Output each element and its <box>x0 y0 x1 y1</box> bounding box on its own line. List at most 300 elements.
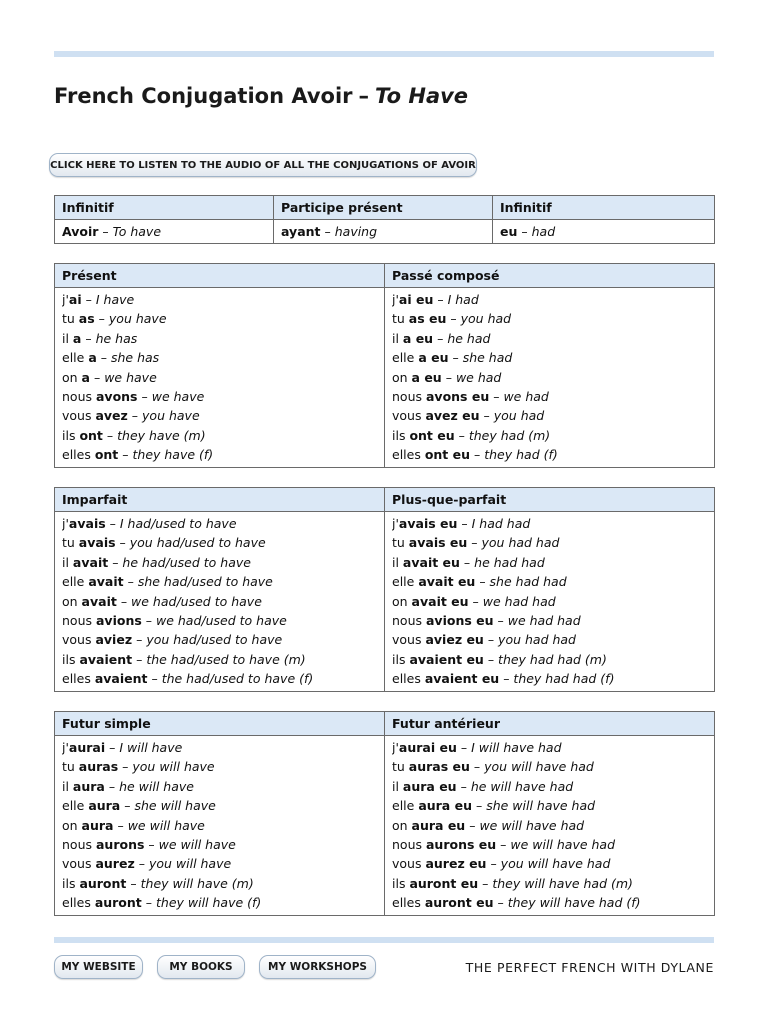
pronoun: on <box>392 593 412 609</box>
verb-form: avaient eu <box>409 651 484 667</box>
pronoun: vous <box>392 632 426 648</box>
dash: – <box>482 875 489 891</box>
verb-form: avait <box>88 574 124 590</box>
translation: I had <box>447 292 479 307</box>
conjugation-line <box>62 406 377 425</box>
verb-form: aura <box>81 817 114 833</box>
verb-form: a <box>88 350 97 366</box>
verb-form: aura eu <box>418 798 472 814</box>
conjugation-line <box>392 572 707 591</box>
pronoun: il <box>392 554 403 570</box>
bottom-divider-bar <box>54 937 714 943</box>
pronoun: elles <box>392 447 425 463</box>
conjugation-cell-right <box>385 288 715 468</box>
verb-form: avions <box>95 612 142 628</box>
conjugation-line <box>392 387 707 406</box>
conjugation-line <box>392 650 707 669</box>
pronoun: vous <box>62 856 96 872</box>
pronoun: on <box>62 593 82 609</box>
conjugation-cell-left <box>55 288 385 468</box>
conjugation-row <box>55 736 715 916</box>
conjugation-line <box>62 796 377 815</box>
verb-form: ai <box>68 292 82 307</box>
verb-form: Avoir <box>62 224 99 239</box>
pronoun: ils <box>392 875 410 891</box>
conjugation-line <box>62 816 377 835</box>
translation: we had/used to have <box>131 593 262 609</box>
tense-table-imparfait <box>54 487 715 692</box>
pronoun: nous <box>392 388 426 404</box>
verb-form: a eu <box>402 330 434 346</box>
dash: – <box>487 651 495 667</box>
translation: you had had <box>481 535 560 551</box>
verb-form: aurai eu <box>398 740 457 755</box>
pronoun: j' <box>62 292 69 307</box>
pronoun: nous <box>62 388 96 404</box>
conjugation-line <box>392 777 707 796</box>
dash: – <box>119 535 126 551</box>
verb-form: auront <box>79 875 127 891</box>
translation: To have <box>112 224 162 239</box>
dash: – <box>460 778 467 794</box>
conjugation-line <box>62 669 377 688</box>
verb-form: avait <box>81 593 117 609</box>
pronoun: ils <box>62 651 80 667</box>
my-website-button[interactable]: MY WEBSITE <box>54 955 143 979</box>
present-participle-cell <box>274 220 493 244</box>
translation: they had had (m) <box>498 651 607 667</box>
translation: we had had <box>482 593 556 609</box>
title-separator: – <box>358 84 370 108</box>
conjugation-cell-right <box>385 736 715 916</box>
dash: – <box>102 224 109 239</box>
translation: you had had <box>498 632 576 648</box>
dash: – <box>122 759 129 775</box>
dash: – <box>500 836 507 852</box>
verb-form: avaient <box>79 651 133 667</box>
translation: she had/used to have <box>137 574 273 590</box>
conjugation-row <box>55 288 715 468</box>
dash: – <box>106 427 114 443</box>
translation: he had had <box>474 554 545 570</box>
dash: – <box>503 671 510 687</box>
verb-form: avions eu <box>425 612 494 628</box>
conjugation-line <box>392 796 707 815</box>
title-main: French Conjugation Avoir <box>54 84 353 108</box>
translation: the had/used to have (m) <box>146 651 306 667</box>
tense-header-right: Plus-que-parfait <box>385 488 715 512</box>
pronoun: vous <box>392 856 426 872</box>
dash: – <box>120 593 128 609</box>
pronoun: elle <box>392 574 419 590</box>
conjugation-line <box>62 426 377 445</box>
conjugation-row <box>55 512 715 692</box>
conjugation-line <box>62 387 377 406</box>
dash: – <box>460 740 468 755</box>
translation: we had <box>455 369 502 385</box>
verb-form: auront eu <box>409 875 479 891</box>
verb-form: a <box>81 369 90 385</box>
verb-form: ayant <box>281 224 321 239</box>
dash: – <box>445 369 452 385</box>
dash: – <box>493 388 500 404</box>
conjugation-line <box>62 553 377 572</box>
conjugation-cell-right <box>385 512 715 692</box>
dash: – <box>452 350 459 366</box>
conjugation-line <box>62 368 377 387</box>
translation: she will have <box>134 798 216 814</box>
translation: you will have <box>132 759 215 775</box>
translation: you have <box>142 408 200 424</box>
dash: – <box>109 516 116 531</box>
translation: we will have had <box>510 836 616 852</box>
dash: – <box>85 292 92 307</box>
conjugation-line <box>62 738 377 757</box>
pronoun: elles <box>392 671 425 687</box>
verb-form: aurons <box>95 836 145 852</box>
conjugation-line <box>392 329 707 348</box>
pronoun: on <box>62 369 82 385</box>
pronoun: j' <box>392 516 399 531</box>
dash: – <box>437 292 444 307</box>
pronoun: tu <box>392 535 409 551</box>
dash: – <box>93 369 101 385</box>
conjugation-line <box>392 426 707 445</box>
dash: – <box>469 817 476 833</box>
dash: – <box>112 554 119 570</box>
verb-form: avait eu <box>411 593 469 609</box>
dash: – <box>483 408 490 424</box>
translation: they had (f) <box>484 447 558 463</box>
pronoun: j' <box>392 740 399 755</box>
verb-form: auront eu <box>424 895 494 911</box>
dash: – <box>521 224 528 239</box>
verb-form: aura eu <box>402 778 457 794</box>
verb-form: avez <box>95 408 128 424</box>
verb-form: auras eu <box>408 759 470 775</box>
pronoun: tu <box>62 535 79 551</box>
pronoun: j' <box>62 740 69 755</box>
pronoun: il <box>392 330 403 346</box>
dash: – <box>474 447 481 463</box>
conjugation-line <box>62 630 377 649</box>
dash: – <box>108 778 116 794</box>
conjugation-line <box>62 757 377 776</box>
verb-form: auront <box>94 895 142 911</box>
tense-header-right: Passé composé <box>385 264 715 288</box>
conjugation-line <box>392 757 707 776</box>
conjugation-line <box>62 777 377 796</box>
conjugation-line <box>62 533 377 552</box>
verb-form: avons eu <box>425 388 490 404</box>
dash: – <box>117 817 124 833</box>
verb-form: aura eu <box>411 817 466 833</box>
verb-form: a eu <box>418 350 449 366</box>
conjugation-line <box>62 514 377 533</box>
pronoun: ils <box>62 875 80 891</box>
translation: he had <box>447 330 491 346</box>
pronoun: elle <box>62 574 89 590</box>
dash: – <box>131 408 139 424</box>
translation: I had had <box>471 516 531 531</box>
dash: – <box>479 574 486 590</box>
conjugation-line <box>62 348 377 367</box>
pronoun: tu <box>392 759 409 775</box>
translation: the had/used to have (f) <box>161 671 314 687</box>
conjugation-line <box>392 309 707 328</box>
conjugation-line <box>62 854 377 873</box>
conjugation-line <box>392 854 707 873</box>
dash: – <box>437 330 444 346</box>
conjugation-line <box>392 290 707 309</box>
verb-forms-header-row <box>55 196 715 220</box>
title-translation: To Have <box>375 84 469 108</box>
verb-form: ont <box>79 427 103 443</box>
translation: you had/used to have <box>146 632 283 648</box>
pronoun: nous <box>62 836 96 852</box>
pronoun: elles <box>62 447 95 463</box>
translation: he has <box>95 330 138 346</box>
verb-form: avais <box>68 516 106 531</box>
tense-header-left: Futur simple <box>55 712 385 736</box>
verb-forms-table <box>54 195 715 244</box>
conjugation-cell-left <box>55 736 385 916</box>
dash: – <box>124 798 131 814</box>
pronoun: elles <box>62 895 95 911</box>
pronoun: j' <box>392 292 399 307</box>
dash: – <box>458 427 465 443</box>
pronoun: tu <box>62 759 79 775</box>
header-participe-present: Participe présent <box>274 196 493 220</box>
listen-audio-button[interactable]: CLICK HERE TO LISTEN TO THE AUDIO OF ALL THE CONJUGATIONS OF AVOIR <box>49 153 477 177</box>
pronoun: il <box>62 554 73 570</box>
tense-header-row <box>55 712 715 736</box>
translation: we had had <box>507 612 581 628</box>
translation: he will have <box>119 778 194 794</box>
verb-form: avais eu <box>408 535 468 551</box>
tense-table-present <box>54 263 715 468</box>
dash: – <box>138 856 145 872</box>
pronoun: ils <box>62 427 80 443</box>
translation: she will have had <box>486 798 596 814</box>
verb-form: avez eu <box>425 408 480 424</box>
dash: – <box>130 875 137 891</box>
verb-form: avais <box>78 535 116 551</box>
conjugation-line <box>62 592 377 611</box>
pronoun: elle <box>62 350 89 366</box>
dash: – <box>136 632 143 648</box>
pronoun: elles <box>392 895 425 911</box>
dash: – <box>151 671 158 687</box>
pronoun: vous <box>62 408 96 424</box>
verb-form: aurez eu <box>425 856 487 872</box>
pronoun: tu <box>62 311 79 327</box>
verb-form: ont eu <box>409 427 455 443</box>
dash: – <box>148 836 155 852</box>
verb-form: as eu <box>408 311 447 327</box>
translation: you had <box>493 408 545 424</box>
conjugation-line <box>392 835 707 854</box>
verb-form: avait <box>72 554 109 570</box>
footer-tagline: THE PERFECT FRENCH WITH DYLANE <box>465 960 714 975</box>
conjugation-line <box>392 611 707 630</box>
pronoun: on <box>392 817 412 833</box>
conjugation-line <box>392 816 707 835</box>
pronoun: il <box>392 778 403 794</box>
conjugation-line <box>392 669 707 688</box>
infinitive-cell <box>55 220 274 244</box>
verb-form: avait eu <box>402 554 460 570</box>
conjugation-line <box>392 368 707 387</box>
verb-form: ont eu <box>424 447 471 463</box>
dash: – <box>490 856 497 872</box>
past-participle-cell <box>493 220 715 244</box>
verb-form: auras <box>78 759 119 775</box>
translation: they had had (f) <box>513 671 615 687</box>
verb-form: avaient <box>94 671 148 687</box>
pronoun: vous <box>62 632 96 648</box>
translation: he had/used to have <box>122 554 251 570</box>
tense-header-right: Futur antérieur <box>385 712 715 736</box>
translation: we have <box>151 388 205 404</box>
conjugation-line <box>62 309 377 328</box>
pronoun: on <box>62 817 82 833</box>
conjugation-line <box>392 592 707 611</box>
translation: you had <box>460 311 512 327</box>
translation: had <box>531 224 556 239</box>
pronoun: il <box>62 778 73 794</box>
conjugation-line <box>62 893 377 912</box>
dash: – <box>471 535 478 551</box>
translation: she has <box>110 350 160 366</box>
translation: you will have <box>148 856 232 872</box>
dash: – <box>487 632 495 648</box>
pronoun: ils <box>392 427 410 443</box>
dash: – <box>127 574 134 590</box>
translation: they have (m) <box>117 427 206 443</box>
header-infinitif-past: Infinitif <box>493 196 715 220</box>
verb-form: ai eu <box>398 292 434 307</box>
my-books-button[interactable]: MY BOOKS <box>157 955 245 979</box>
dash: – <box>85 330 92 346</box>
translation: he will have had <box>470 778 574 794</box>
pronoun: vous <box>392 408 426 424</box>
tense-header-row <box>55 264 715 288</box>
translation: we had/used to have <box>156 612 287 628</box>
verb-form: avais eu <box>398 516 458 531</box>
verb-form: ont <box>94 447 119 463</box>
verb-form: as <box>78 311 95 327</box>
conjugation-line <box>392 738 707 757</box>
translation: we have <box>104 369 157 385</box>
dash: – <box>145 612 153 628</box>
conjugation-line <box>62 650 377 669</box>
dash: – <box>109 740 116 755</box>
dash: – <box>98 311 105 327</box>
verb-form: avons <box>95 388 138 404</box>
conjugation-cell-left <box>55 512 385 692</box>
dash: – <box>475 798 483 814</box>
translation: they had (m) <box>468 427 551 443</box>
pronoun: elle <box>392 350 419 366</box>
translation: you will have had <box>484 759 594 775</box>
verb-form: aurai <box>68 740 106 755</box>
verb-forms-value-row <box>55 220 715 244</box>
verb-form: avait eu <box>418 574 476 590</box>
verb-form: aurez <box>95 856 135 872</box>
pronoun: elles <box>62 671 95 687</box>
conjugation-line <box>392 553 707 572</box>
my-workshops-button[interactable]: MY WORKSHOPS <box>259 955 376 979</box>
translation: she had had <box>489 574 567 590</box>
verb-form: aviez eu <box>425 632 484 648</box>
translation: you will have had <box>500 856 611 872</box>
verb-form: avaient eu <box>424 671 500 687</box>
conjugation-line <box>62 290 377 309</box>
tense-header-row <box>55 488 715 512</box>
page-title <box>54 84 468 108</box>
dash: – <box>100 350 107 366</box>
dash: – <box>136 651 143 667</box>
dash: – <box>145 895 153 911</box>
dash: – <box>461 516 468 531</box>
top-divider-bar <box>54 51 714 57</box>
pronoun: nous <box>62 612 96 628</box>
conjugation-line <box>392 406 707 425</box>
pronoun: elle <box>392 798 419 814</box>
verb-form: aura <box>88 798 121 814</box>
pronoun: elle <box>62 798 89 814</box>
header-infinitif: Infinitif <box>55 196 274 220</box>
conjugation-line <box>392 874 707 893</box>
conjugation-line <box>392 348 707 367</box>
translation: they will have had (m) <box>492 875 633 891</box>
conjugation-line <box>62 329 377 348</box>
dash: – <box>463 554 471 570</box>
translation: they will have (m) <box>140 875 254 891</box>
pronoun: il <box>62 330 73 346</box>
translation: they will have (f) <box>156 895 262 911</box>
dash: – <box>472 593 479 609</box>
verb-form: eu <box>500 224 518 239</box>
translation: they have (f) <box>132 447 214 463</box>
translation: they will have had (f) <box>507 895 641 911</box>
translation: she had <box>462 350 513 366</box>
translation: we will have <box>158 836 236 852</box>
verb-form: aura <box>72 778 105 794</box>
translation: we will have had <box>479 817 585 833</box>
conjugation-line <box>392 893 707 912</box>
pronoun: ils <box>392 651 410 667</box>
translation: I will have <box>119 740 183 755</box>
pronoun: tu <box>392 311 409 327</box>
translation: I had/used to have <box>119 516 237 531</box>
conjugation-line <box>62 611 377 630</box>
translation: you had/used to have <box>129 535 266 551</box>
conjugation-line <box>62 874 377 893</box>
dash: – <box>324 224 331 239</box>
conjugation-line <box>392 514 707 533</box>
pronoun: nous <box>392 612 426 628</box>
translation: we will have <box>127 817 205 833</box>
translation: having <box>334 224 378 239</box>
translation: we had <box>503 388 549 404</box>
conjugation-line <box>62 835 377 854</box>
dash: – <box>497 895 504 911</box>
pronoun: nous <box>392 836 426 852</box>
conjugation-line <box>392 445 707 464</box>
dash: – <box>497 612 504 628</box>
